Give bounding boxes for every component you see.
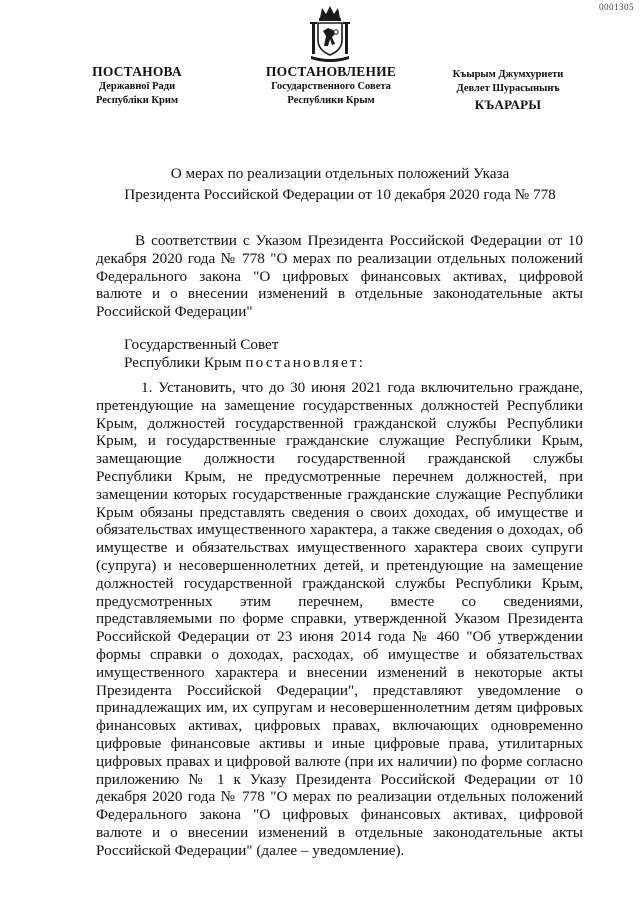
resolving-verb: постановляет: <box>245 353 366 371</box>
item-1-paragraph <box>96 379 583 860</box>
header-russian-title: ПОСТАНОВЛЕНИЕ <box>265 64 397 79</box>
resolving-clause <box>124 336 544 372</box>
resolving-line2 <box>124 354 544 372</box>
page-number: 0001305 <box>599 2 634 12</box>
header-ukrainian-line1: Державної Ради <box>98 81 176 92</box>
crimea-coat-of-arms-icon <box>308 4 352 62</box>
item-1-text: 1. Установить, что до 30 июня 2021 года включительно граждане, претендующие на замещение государственных должностей Республики Крым, должностей государственной гражданской службы Республики Крым, и государственные гражданские служащие Республики Крым, замещающие должности государственной гражданской службы Республики Крым, не предусмотренные перечнем должностей, при замещении которых государственные гражданские служащие Республики Крым обязаны представлять сведения о своих доходах, об имуществе и обязательствах имущественного характера, а также сведения о доходах, об имуществе и обязательствах имущественного характера своих супруги (супруга) и несовершеннолетних детей, и претендующие на замещение должностей государственной гражданской службы Республики Крым, предусмотренных этим перечнем, вместе со сведениями, представляемыми по форме справки, утвержденной Указом Президента Российской Федерации от 23 июня 2014 года № 460 "Об утверждении формы справки о доходах, расходах, об имуществе и обязательствах имущественного характера и внесении изменений в некоторые акты Президента Российской Федерации", представляют уведомление о принадлежащих им, их супругам и несовершеннолетним детям цифровых финансовых активах, цифровых правах, включающих одновременно цифровые финансовые активы и иные цифровые права, утилитарных цифровых правах и цифровой валюте (при их наличии) по форме согласно приложению № 1 к Указу Президента Российской Федерации от 10 декабря 2020 года № 778 "О мерах по реализации отдельных положений Федерального закона "О цифровых финансовых активах, цифровой валюте и о внесении изменений в отдельные законодательные акты Российской Федерации" (далее – уведомление). <box>96 379 583 859</box>
document-title-line2: Президента Российской Федерации от 10 декабря 2020 года № 778 <box>124 186 556 203</box>
document-title <box>96 163 584 205</box>
header-russian-line1: Государственного Совета <box>271 81 391 92</box>
preamble-paragraph <box>96 232 583 321</box>
header-russian <box>249 64 413 108</box>
document-title-line1: О мерах по реализации отдельных положений Указа <box>170 165 510 182</box>
resolving-line1: Государственный Совет <box>124 336 279 353</box>
preamble-text: В соответствии с Указом Президента Российской Федерации от 10 декабря 2020 года № 778 "О мерах по реализации отдельных положений Федерального закона "О цифровых финансовых активах, цифровой валюте и о внесении изменений в отдельные законодательные акты Российской Федерации" <box>96 232 583 321</box>
header-ukrainian <box>78 64 196 108</box>
header-ukrainian-title: ПОСТАНОВА <box>92 64 182 79</box>
header-russian-line2: Республики Крым <box>287 95 375 106</box>
header-crimean-tatar-line1: Къырым Джумхуриети <box>452 69 564 80</box>
header-ukrainian-line2: Республіки Крим <box>95 95 179 106</box>
header-crimean-tatar-title: КЪАРАРЫ <box>474 97 542 112</box>
resolving-line2-prefix: Республики Крым <box>124 353 246 371</box>
header-crimean-tatar-line2: Девлет Шурасынынъ <box>456 83 560 94</box>
header-crimean-tatar <box>437 68 579 113</box>
